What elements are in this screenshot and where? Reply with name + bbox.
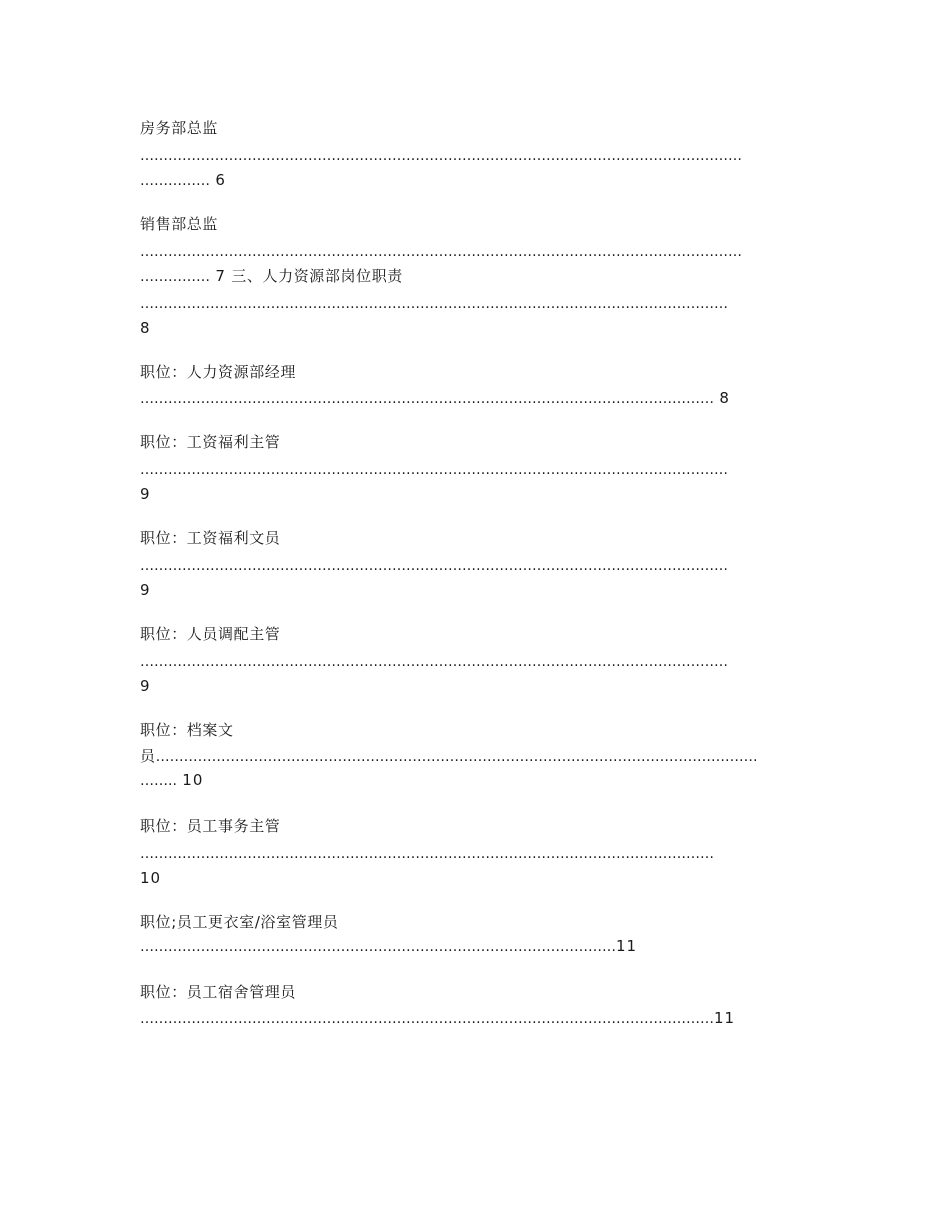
toc-page-number: 9 (140, 581, 151, 599)
toc-leader-dots: ……………………………………………………………………………………………………………… (140, 462, 728, 478)
toc-page-number: 11 (616, 937, 638, 955)
toc-entry-title: 职位：工资福利主管 (140, 433, 281, 451)
toc-leader-dots: …….. (140, 773, 177, 789)
toc-page-number: 8 (719, 389, 730, 407)
toc-page-number: 9 (140, 485, 151, 503)
toc-leader-dots: …………………………………………………………………………………………………………… (140, 846, 714, 862)
toc-entry-title: 员 (140, 747, 156, 765)
toc-leader-row (140, 388, 730, 409)
toc-entry-title: 职位：员工事务主管 (140, 817, 281, 835)
toc-leader-row (140, 746, 758, 767)
toc-page-number: 8 (140, 319, 151, 337)
toc-entry-title: 房务部总监 (140, 119, 219, 137)
toc-leader-row (140, 170, 226, 191)
toc-entry-title: 职位：人员调配主管 (140, 625, 281, 643)
toc-leader-dots: ………………………………………………………………………………………………………………… (140, 148, 742, 164)
toc-entry-title: 职位：工资福利文员 (140, 529, 281, 547)
toc-entry-title: 职位：员工宿舍管理员 (140, 983, 297, 1001)
toc-page-number: 9 (140, 677, 151, 695)
toc-leader-dots: …………………………………………………………………………………………………………… (140, 391, 714, 407)
toc-leader-dots: ……………………………………………………………………………………………………………… (140, 558, 728, 574)
toc-leader-dots: ………………………………………………………………………………………………………………… (140, 244, 742, 260)
toc-leader-row (140, 936, 637, 957)
toc-leader-dots: …………… (140, 173, 210, 189)
toc-leader-dots: ………………………………………………………………………………………………………………… (155, 749, 758, 765)
toc-leader-dots: ……………………………………………………………………………………………………………… (140, 654, 728, 670)
toc-leader-dots: ……………………………………………………………………………………………………………… (140, 296, 728, 312)
toc-leader-dots: …………… (140, 269, 210, 285)
toc-leader-dots: …………………………………………………………………………………………………………… (140, 1011, 714, 1027)
toc-leader-row (140, 770, 203, 791)
toc-leader-row (140, 1008, 735, 1029)
toc-leader-dots: ………………………………………………………………………………………… (140, 939, 616, 955)
toc-entry-title: 职位：人力资源部经理 (140, 363, 297, 381)
toc-page-number: 11 (714, 1009, 736, 1027)
toc-entry-title: 三、人力资源部岗位职责 (231, 267, 403, 285)
toc-page (140, 0, 820, 1230)
toc-page-number: 6 (215, 171, 226, 189)
toc-entry-title: 销售部总监 (140, 215, 219, 233)
toc-page-number: 10 (140, 869, 162, 887)
toc-page-number: 7 (215, 267, 226, 285)
toc-page-number: 10 (182, 771, 204, 789)
toc-entry-title: 职位：档案文 (140, 721, 234, 739)
toc-leader-row (140, 266, 403, 287)
toc-entry-title: 职位;员工更衣室/浴室管理员 (140, 913, 339, 931)
